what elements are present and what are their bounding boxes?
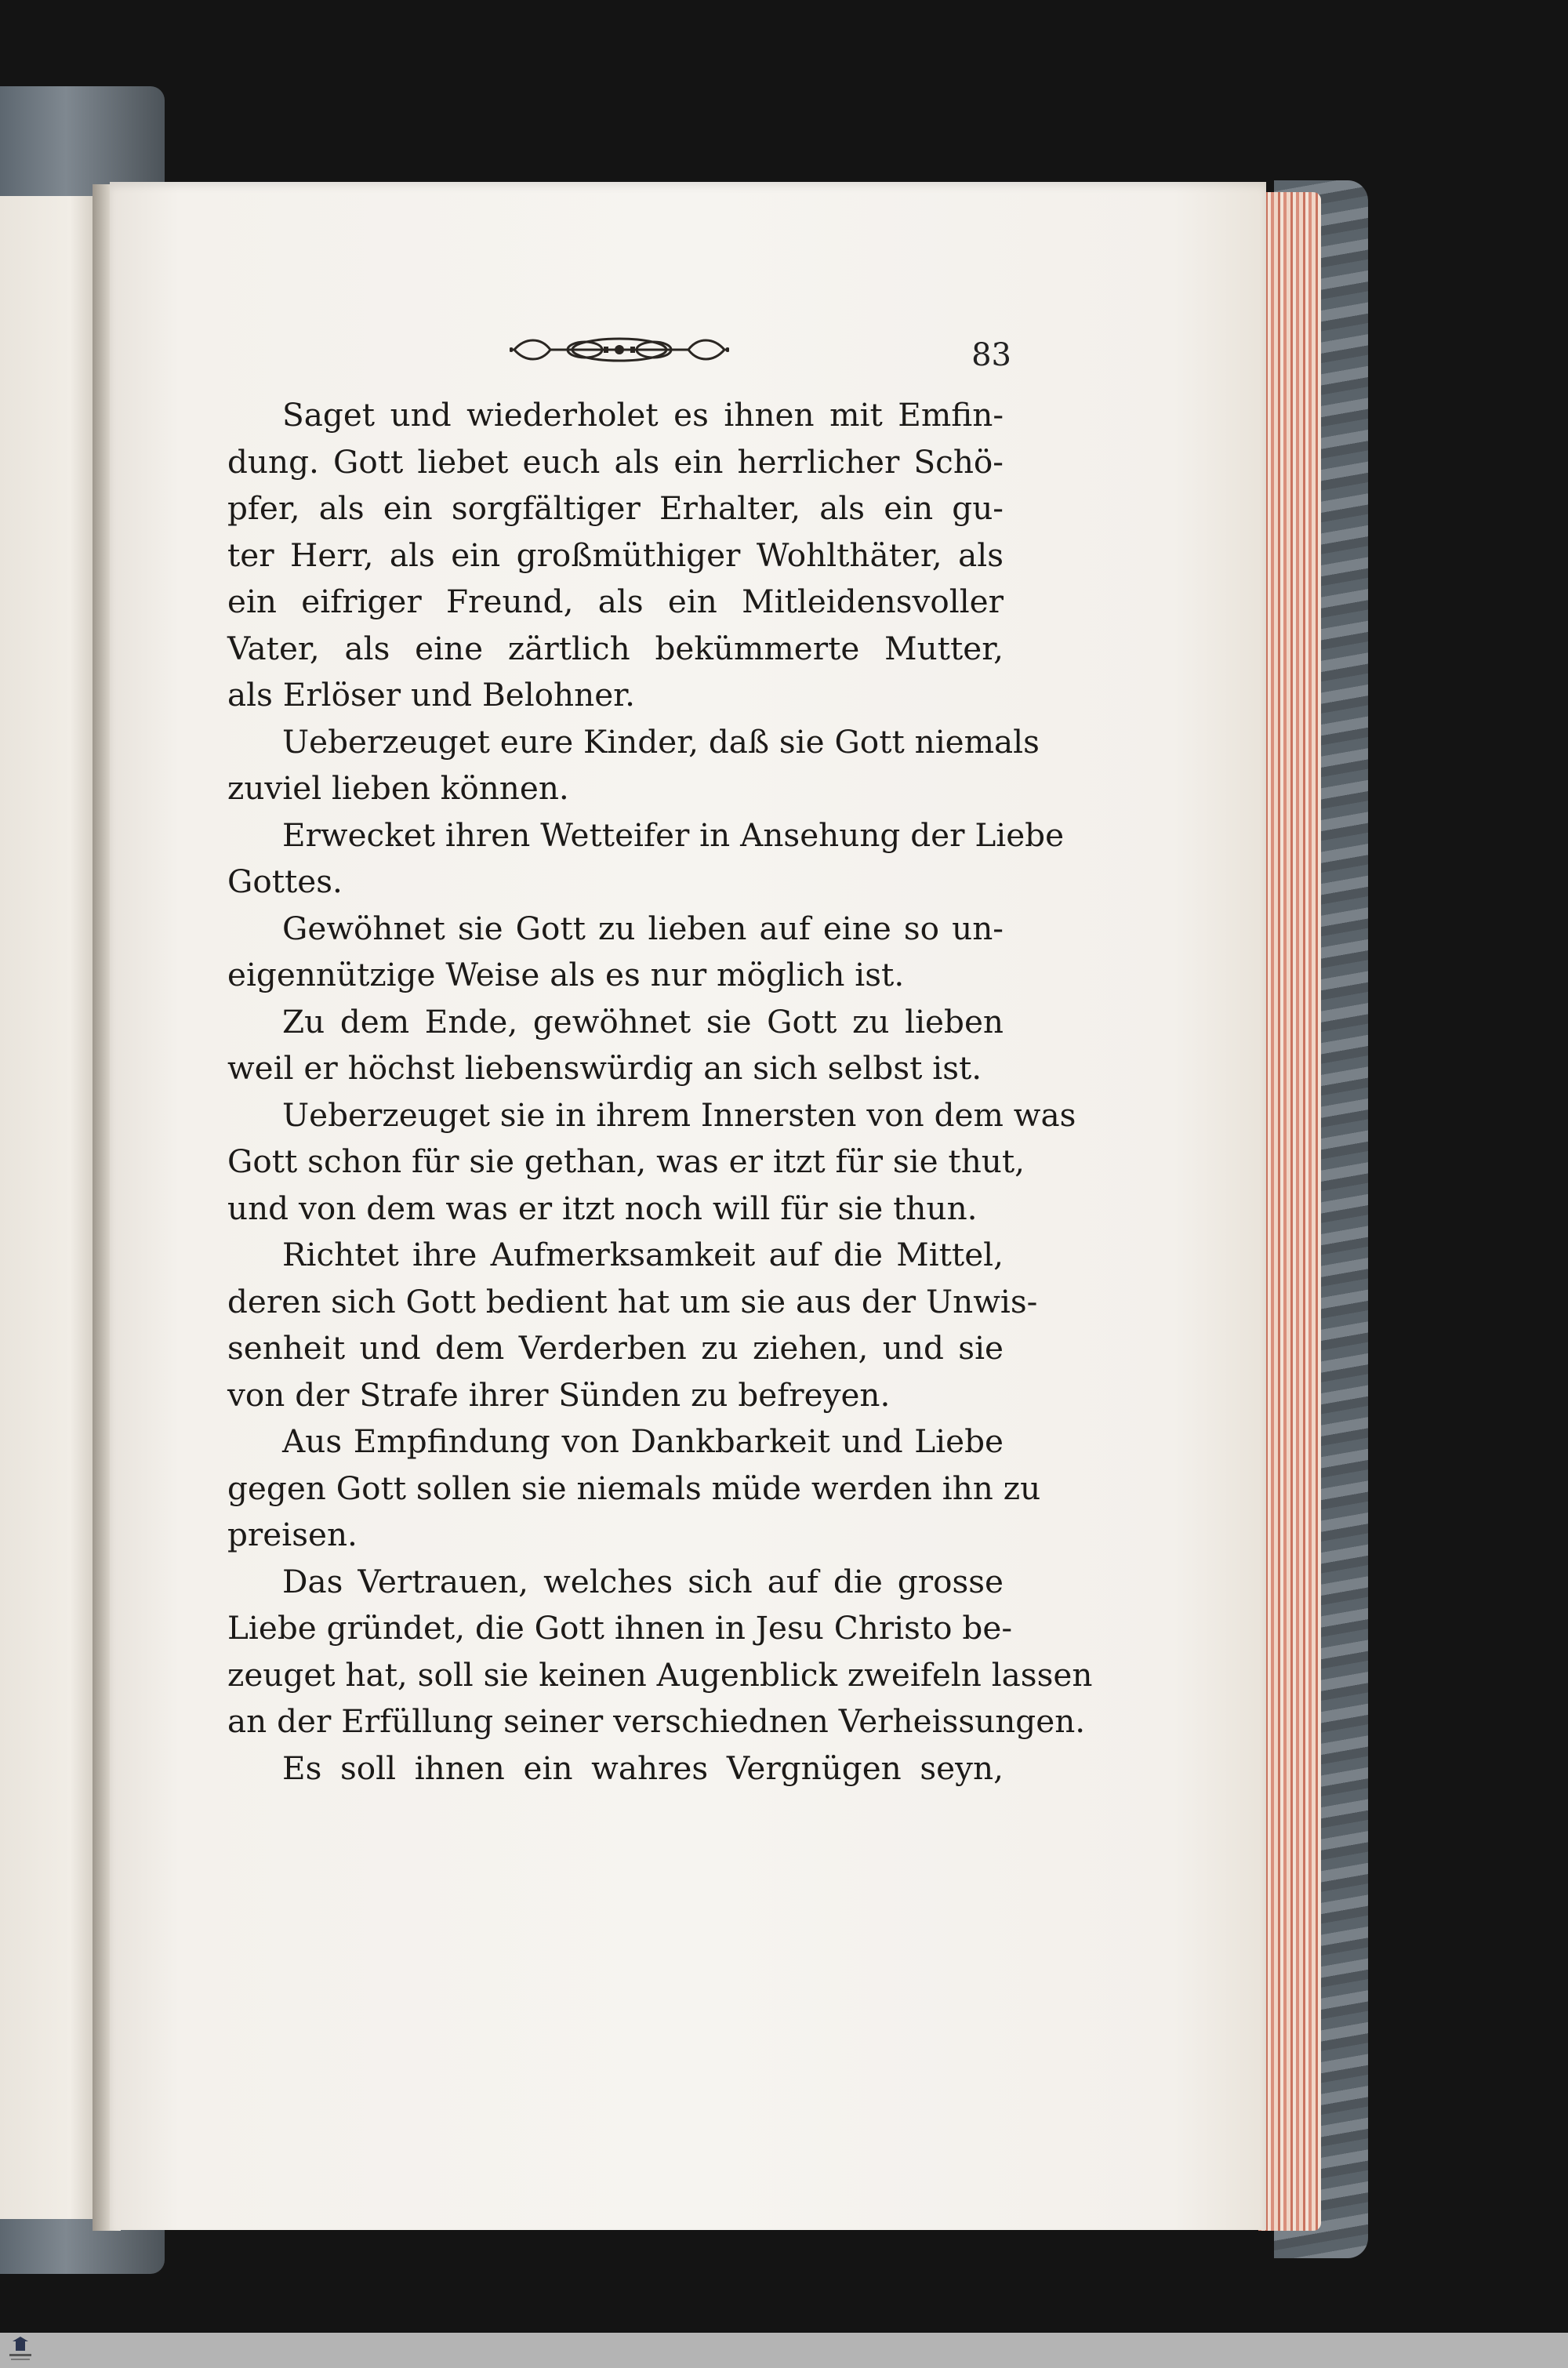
text-line: gegen Gott sollen sie niemals müde werden ihn zu xyxy=(227,1469,1041,1507)
text-line: Richtet ihre Aufmerksamkeit auf die Mittel, xyxy=(282,1236,1004,1273)
text-line: Erwecket ihren Wetteifer in Ansehung der Liebe xyxy=(282,815,1065,854)
page-body-text xyxy=(227,392,1093,1792)
text-line: zeuget hat, soll sie keinen Augenblick zweifeln lassen xyxy=(227,1655,1093,1694)
text-line: ein eifriger Freund, als ein Mitleidensvoller xyxy=(227,583,1004,620)
text-line: an der Erfüllung seiner verschiednen Verheissungen. xyxy=(227,1702,1086,1740)
text-line: deren sich Gott bedient hat um sie aus der Unwis- xyxy=(227,1282,1038,1320)
viewer-bottom-bar xyxy=(0,2333,1568,2368)
text-line: zuviel lieben können. xyxy=(227,769,569,807)
text-line: pfer, als ein sorgfältiger Erhalter, als ein gu- xyxy=(227,489,1004,527)
page-edges xyxy=(1258,192,1321,2231)
text-line: Es soll ihnen ein wahres Vergnügen seyn, xyxy=(282,1749,1004,1787)
text-line: eigennützige Weise als es nur möglich ist. xyxy=(227,956,905,993)
text-line: dung. Gott liebet euch als ein herrlicher Schö- xyxy=(227,442,1004,481)
text-line: Zu dem Ende, gewöhnet sie Gott zu lieben xyxy=(282,1002,1004,1041)
text-line: preisen. xyxy=(227,1516,358,1553)
text-line: ter Herr, als ein großmüthiger Wohlthäter, als xyxy=(227,536,1004,574)
text-line: Ueberzeuget sie in ihrem Innersten von dem was xyxy=(282,1095,1076,1134)
text-line: Gott schon für sie gethan, was er itzt für sie thut, xyxy=(227,1142,1025,1180)
text-line: von der Strafe ihrer Sünden zu befreyen. xyxy=(227,1375,891,1414)
ornamental-headpiece-icon xyxy=(510,329,729,370)
text-line: senheit und dem Verderben zu ziehen, und sie xyxy=(227,1329,1004,1367)
library-logo-icon xyxy=(5,2337,36,2365)
text-line: Saget und wiederholet es ihnen mit Emfin- xyxy=(282,396,1004,434)
text-line: Liebe gründet, die Gott ihnen in Jesu Christo be- xyxy=(227,1609,1013,1647)
text-line: weil er höchst liebenswürdig an sich selbst ist. xyxy=(227,1049,982,1087)
text-line: Das Vertrauen, welches sich auf die grosse xyxy=(282,1562,1004,1600)
text-line: Gewöhnet sie Gott zu lieben auf eine so un- xyxy=(282,909,1004,947)
text-line: Gottes. xyxy=(227,863,343,900)
left-page-edge xyxy=(0,196,100,2219)
text-line: als Erlöser und Belohner. xyxy=(227,676,635,714)
text-line: Ueberzeuget eure Kinder, daß sie Gott niemals xyxy=(282,722,1040,761)
text-line: Vater, als eine zärtlich bekümmerte Mutter, xyxy=(227,629,1004,667)
text-line: Aus Empfindung von Dankbarkeit und Liebe xyxy=(282,1422,1004,1460)
page-number: 83 xyxy=(971,337,1011,373)
text-line: und von dem was er itzt noch will für sie thun. xyxy=(227,1189,978,1227)
